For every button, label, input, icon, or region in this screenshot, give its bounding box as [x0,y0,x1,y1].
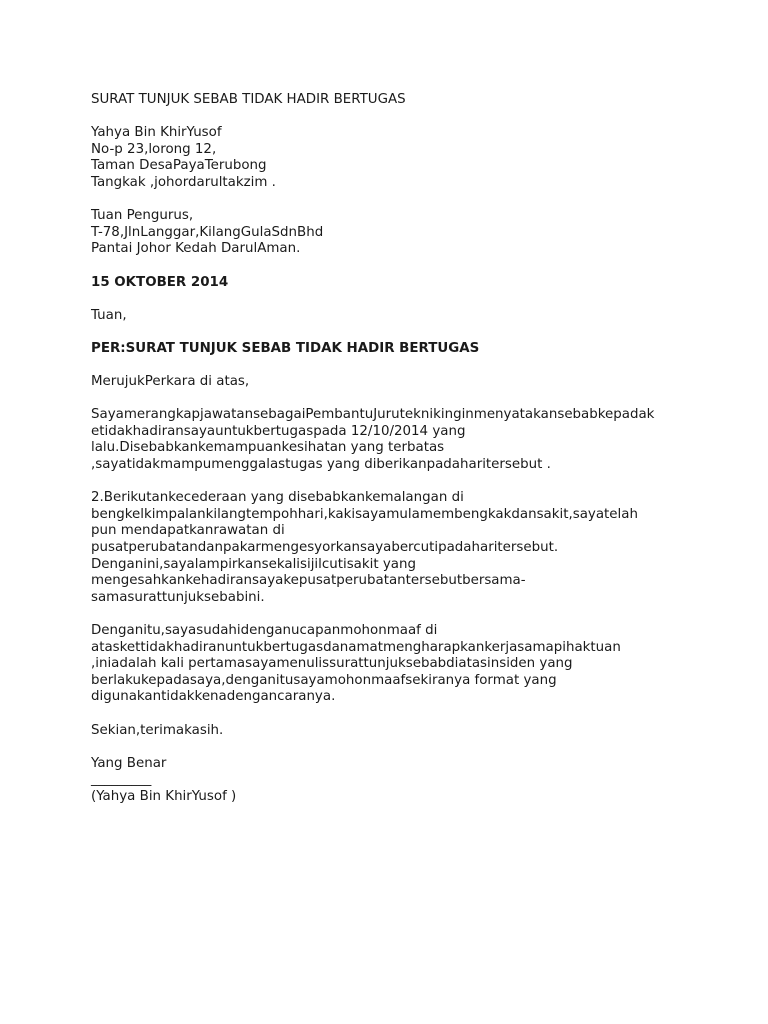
paragraph-line: ataskettidakhadiranuntukbertugasdanamatmengharapkankerjasamapihaktuan [91,639,621,655]
spacer [91,474,691,491]
paragraph-line: 2.Berikutankecederaan yang disebabkankemalangan di [91,490,464,506]
paragraph-2 [91,490,691,606]
recipient-title: Tuan Pengurus, [91,208,194,224]
document-heading: SURAT TUNJUK SEBAB TIDAK HADIR BERTUGAS [91,92,406,107]
recipient-address-line: T-78,JlnLanggar,KilangGulaSdnBhd [91,224,324,240]
signature-name: (Yahya Bin KhirYusof ) [91,788,237,804]
paragraph-line: digunakantidakkenadengancaranya. [91,689,336,705]
sender-block [91,125,691,191]
paragraph-line: ,sayatidakmampumenggalastugas yang diberikanpadaharitersebut . [91,457,551,473]
spacer [91,358,691,375]
spacer [91,109,691,126]
paragraph-line: pun mendapatkanrawatan di [91,523,285,539]
closing-line: Sekian,terimakasih. [91,722,224,738]
sign-off: Yang Benar [91,755,167,771]
paragraph-3 [91,623,691,706]
sender-name: Yahya Bin KhirYusof [91,125,222,141]
paragraph-line: Denganini,sayalampirkansekalisijilcutisakit yang [91,556,416,572]
spacer [91,324,691,341]
recipient-address-line: Pantai Johor Kedah DarulAman. [91,241,301,257]
letter-date: 15 OKTOBER 2014 [91,274,229,290]
spacer [91,606,691,623]
paragraph-line: lalu.Disebabkankemampuankesihatan yang terbatas [91,440,445,456]
letter-body [91,92,691,806]
paragraph-line: berlakukepadasaya,denganitusayamohonmaafsekiranya format yang [91,672,557,688]
sender-address-line: Tangkak ,johordarultakzim . [91,174,276,190]
subject-line: PER:SURAT TUNJUK SEBAB TIDAK HADIR BERTUGAS [91,340,480,356]
sender-address-line: Taman DesaPayaTerubong [91,158,267,174]
paragraph-line: etidakhadiransayauntukbertugaspada 12/10/2014 yang [91,423,466,439]
recipient-block [91,208,691,258]
paragraph-line: mengesahkankehadiransayakepusatperubatantersebutbersama- [91,573,526,589]
spacer [91,258,691,275]
opening-line: MerujukPerkara di atas, [91,374,250,390]
spacer [91,391,691,408]
spacer [91,192,691,209]
spacer [91,291,691,308]
spacer [91,706,691,723]
paragraph-line: ,iniadalah kali pertamasayamenulissurattunjuksebabdiatasinsiden yang [91,656,573,672]
paragraph-line: pusatperubatandanpakarmengesyorkansayabercutipadaharitersebut. [91,540,559,556]
spacer [91,739,691,756]
sender-address-line: No-p 23,lorong 12, [91,141,217,157]
paragraph-line: Denganitu,sayasudahidenganucapanmohonmaaf di [91,623,438,638]
salutation: Tuan, [91,307,127,323]
signature-line: _________ [91,772,152,788]
paragraph-1 [91,407,691,473]
paragraph-line: SayamerangkapjawatansebagaiPembantuJuruteknikinginmenyatakansebabkepadak [91,407,655,423]
paragraph-line: samasurattunjuksebabini. [91,589,265,605]
paragraph-line: bengkelkimpalankilangtempohhari,kakisayamulamembengkakdansakit,sayatelah [91,506,638,522]
